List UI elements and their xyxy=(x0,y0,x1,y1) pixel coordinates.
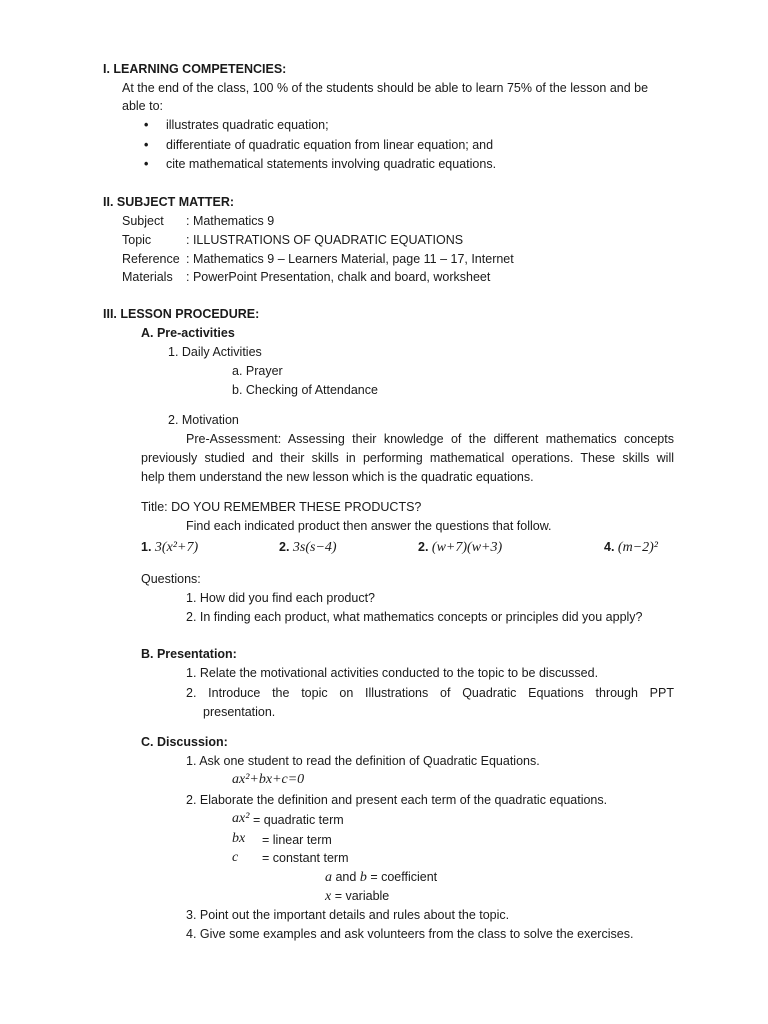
pre-assessment-line-1: Pre-Assessment: Assessing their knowledge of the different mathematics concepts xyxy=(186,432,674,446)
daily-activities: 1. Daily Activities xyxy=(168,345,262,359)
materials-value: : PowerPoint Presentation, chalk and board, worksheet xyxy=(186,270,491,284)
coefficient-desc: = coefficient xyxy=(370,870,438,884)
term-constant-symbol: c xyxy=(232,850,239,865)
section-2-heading: II. SUBJECT MATTER: xyxy=(103,195,235,209)
discussion-item-3: 3. Point out the important details and rules about the topic. xyxy=(186,908,510,922)
materials-label: Materials xyxy=(122,270,173,284)
product-2-number: 2. xyxy=(279,540,290,554)
presentation-item-2-line-1: 2. Introduce the topic on Illustrations of Quadratic Equations through PPT xyxy=(186,686,674,700)
presentation-title: B. Presentation: xyxy=(141,647,237,661)
product-4-expression: (m−2)² xyxy=(617,540,659,555)
term-linear-symbol: bx xyxy=(232,831,246,846)
subject-label: Subject xyxy=(122,214,164,228)
product-1-expression: 3(x²+7) xyxy=(154,540,199,555)
reference-label: Reference xyxy=(122,252,180,266)
coefficient-line xyxy=(325,869,437,886)
coefficient-symbol-a: a xyxy=(325,870,332,885)
pre-assessment-line-3: help them understand the new lesson which is the quadratic equations. xyxy=(141,470,534,484)
pre-activities-title: A. Pre-activities xyxy=(141,326,235,340)
term-quadratic-desc: = quadratic term xyxy=(253,813,344,827)
question-2: 2. In finding each product, what mathematics concepts or principles did you apply? xyxy=(186,610,643,624)
discussion-item-2: 2. Elaborate the definition and present each term of the quadratic equations. xyxy=(186,793,608,807)
reference-value: : Mathematics 9 – Learners Material, page 11 – 17, Internet xyxy=(186,252,514,266)
topic-label: Topic xyxy=(122,233,152,247)
products-title: Title: DO YOU REMEMBER THESE PRODUCTS? xyxy=(141,500,422,514)
competency-bullet-2: • differentiate of quadratic equation from linear equation; and xyxy=(166,137,493,153)
section-1-heading: I. LEARNING COMPETENCIES: xyxy=(103,62,287,76)
subject-value: : Mathematics 9 xyxy=(186,214,275,228)
presentation-item-1: 1. Relate the motivational activities conducted to the topic to be discussed. xyxy=(186,666,599,680)
term-constant-desc: = constant term xyxy=(262,851,349,865)
variable-line xyxy=(325,888,389,905)
variable-symbol: x xyxy=(325,889,332,904)
question-1: 1. How did you find each product? xyxy=(186,591,376,605)
discussion-item-4: 4. Give some examples and ask volunteers from the class to solve the exercises. xyxy=(186,927,634,941)
questions-label: Questions: xyxy=(141,572,201,586)
product-3-number: 2. xyxy=(418,540,429,554)
term-linear-desc: = linear term xyxy=(262,833,332,847)
product-2-expression: 3s(s−4) xyxy=(292,540,337,555)
products-instruction: Find each indicated product then answer the questions that follow. xyxy=(186,519,552,533)
product-4 xyxy=(604,539,658,556)
coefficient-symbol-b: b xyxy=(359,870,367,885)
product-3-expression: (w+7)(w+3) xyxy=(431,540,503,555)
intro-line-1: At the end of the class, 100 % of the students should be able to learn 75% of the lesson and be xyxy=(122,81,649,95)
topic-value: : ILLUSTRATIONS OF QUADRATIC EQUATIONS xyxy=(186,233,464,247)
competency-bullet-1: • illustrates quadratic equation; xyxy=(166,117,329,133)
term-quadratic-symbol: ax² xyxy=(232,811,250,826)
discussion-title: C. Discussion: xyxy=(141,735,228,749)
coefficient-and: and xyxy=(335,870,357,884)
discussion-item-1: 1. Ask one student to read the definition of Quadratic Equations. xyxy=(186,754,540,768)
product-3 xyxy=(418,539,502,556)
motivation-item: 2. Motivation xyxy=(168,413,239,427)
product-2 xyxy=(279,539,337,556)
presentation-item-2-line-2: presentation. xyxy=(203,705,276,719)
product-1 xyxy=(141,539,198,556)
product-1-number: 1. xyxy=(141,540,152,554)
variable-desc: = variable xyxy=(334,889,390,903)
competency-bullet-3: • cite mathematical statements involving quadratic equations. xyxy=(166,156,496,172)
quadratic-formula: ax²+bx+c=0 xyxy=(232,772,305,787)
section-3-heading: III. LESSON PROCEDURE: xyxy=(103,307,260,321)
pre-assessment-line-2: previously studied and their skills in performing mathematical operations. These skills will xyxy=(141,451,674,465)
intro-line-2: able to: xyxy=(122,99,164,113)
product-4-number: 4. xyxy=(604,540,615,554)
prayer-item: a. Prayer xyxy=(232,364,283,378)
attendance-item: b. Checking of Attendance xyxy=(232,383,378,397)
